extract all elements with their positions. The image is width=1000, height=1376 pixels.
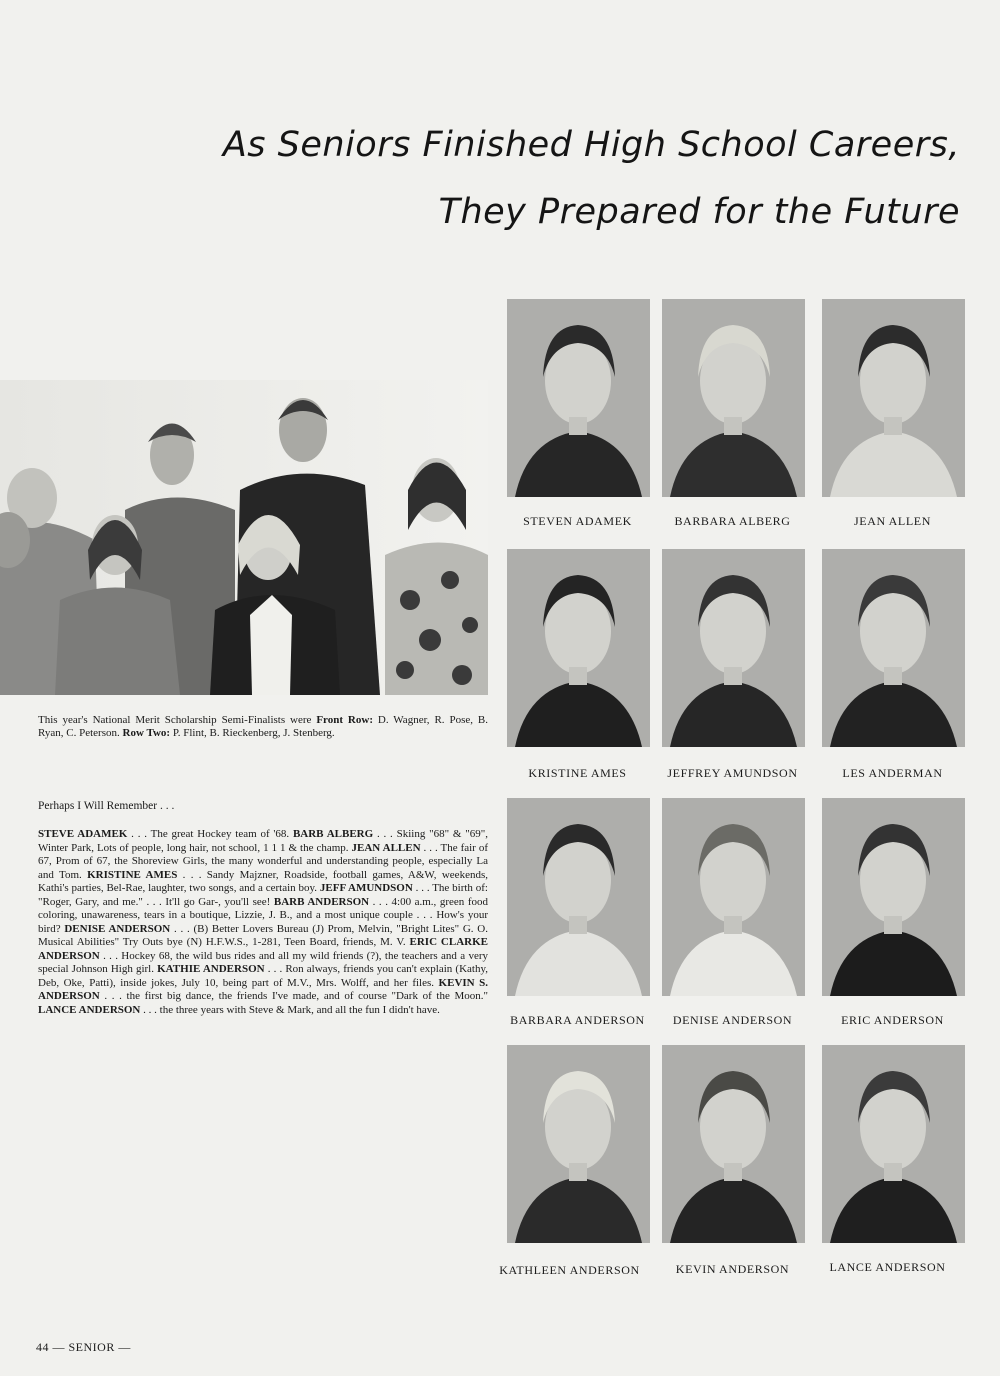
entry-name: JEAN ALLEN (351, 841, 421, 854)
entry-name: KATHIE ANDERSON (157, 963, 265, 975)
portrait-name: BARBARA ALBERG (674, 514, 791, 528)
remember-body (38, 828, 488, 1017)
portrait-photo (822, 549, 965, 747)
entry-text: . . . the three years with Steve & Mark, and all the fun I didn't have. (140, 1003, 440, 1016)
entry-name: KRISTINE AMES (87, 868, 178, 881)
entry-text: . . . Ron always, friends you can't explain (Kathy, Deb, Oke, Patti), inside jokes, July 10, being part of M.V., Mrs. Wolff, and her files. (38, 963, 488, 989)
portrait-photo (822, 299, 965, 497)
entry-text: . . . Hockey 68, the wild bus rides and all my wild friends (?), the teachers and a very special Johnson High girl. (38, 949, 488, 975)
group-photo-caption (38, 714, 488, 740)
page-title-line-2: They Prepared for the Future (438, 192, 960, 232)
group-photo (0, 380, 488, 695)
portrait-photo (507, 798, 650, 996)
entry-name: ERIC CLARKE ANDERSON (38, 936, 488, 962)
portrait-photo (662, 549, 805, 747)
entry-name: LANCE ANDERSON (38, 1003, 141, 1016)
entry-text: . . . (B) Better Lovers Bureau (J) Prom, Melvin, "Bright Lites" G. O. Musical Abilities" Try Outs bye (N) H.F.W.S., 1-281, Teen Board, friends, M. V. (38, 922, 488, 948)
entry-name: STEVE ADAMEK (38, 828, 128, 840)
portrait-photo (662, 798, 805, 996)
portrait-photo (822, 798, 965, 996)
portrait-photo (662, 1045, 805, 1243)
entry-text: . . . Sandy Majzner, Roadside, football games, A&W, weekends, Kathi's parties, Bel-Rae, laughter, two songs, and a certain boy. (38, 868, 488, 894)
portrait-photo (507, 549, 650, 747)
remember-intro: Perhaps I Will Remember . . . (38, 800, 175, 812)
caption-text: P. Flint, B. Rieckenberg, J. Stenberg. (170, 727, 335, 739)
caption-text: This year's National Merit Scholarship Semi-Finalists were (38, 714, 317, 726)
caption-label-row-two: Row Two: (122, 727, 171, 739)
portrait-photo (822, 1045, 965, 1243)
entry-text: . . . Skiing "68" & "69", Winter Park, Lots of people, long hair, not school, 1 1 1 & the champ. (38, 828, 488, 854)
portrait-name: DENISE ANDERSON (672, 1013, 793, 1027)
portrait-name: JEAN ALLEN (854, 514, 931, 528)
portrait-name: JEFFREY AMUNDSON (667, 766, 798, 780)
entry-text: . . . The birth of: "Roger, Gary, and me." . . . It'll go Gar-, you'll see! (38, 882, 488, 908)
caption-label-front-row: Front Row: (316, 714, 373, 726)
portrait-name: BARBARA ANDERSON (510, 1013, 645, 1027)
portrait-name: KRISTINE AMES (528, 766, 627, 780)
entry-text: . . . 4:00 a.m., green food coloring, unawareness, tears in a boutique, Lizzie, J. B., and a most unique couple . . . How's your bird? (38, 895, 488, 935)
entry-name: BARB ANDERSON (273, 895, 370, 908)
entry-name: BARB ALBERG (292, 828, 374, 840)
caption-text: D. Wagner, R. Pose, B. Ryan, C. Peterson. (38, 714, 488, 739)
portrait-name: STEVEN ADAMEK (523, 514, 632, 528)
entry-name: JEFF AMUNDSON (319, 882, 413, 894)
entry-text: . . . The great Hockey team of '68. (127, 828, 293, 840)
portrait-name: KATHLEEN ANDERSON (499, 1263, 640, 1277)
entry-text: . . . the first big dance, the friends I've made, and of course "Dark of the Moon." (99, 990, 488, 1002)
portrait-name: ERIC ANDERSON (841, 1013, 944, 1027)
entry-text: . . . The fair of 67, Prom of 67, the Shoreview Girls, the many wonderful and understanding people, especially La and Tom. (38, 841, 488, 881)
entry-name: DENISE ANDERSON (64, 922, 171, 935)
portrait-photo (507, 299, 650, 497)
portrait-name: LANCE ANDERSON (829, 1260, 946, 1274)
page-folio: 44 — SENIOR — (36, 1340, 131, 1354)
entry-name: KEVIN S. ANDERSON (38, 976, 488, 1002)
portrait-photo (662, 299, 805, 497)
page-title-line-1: As Seniors Finished High School Careers, (222, 125, 960, 165)
portrait-name: KEVIN ANDERSON (675, 1262, 790, 1276)
portrait-photo (507, 1045, 650, 1243)
portrait-name: LES ANDERMAN (842, 766, 943, 780)
